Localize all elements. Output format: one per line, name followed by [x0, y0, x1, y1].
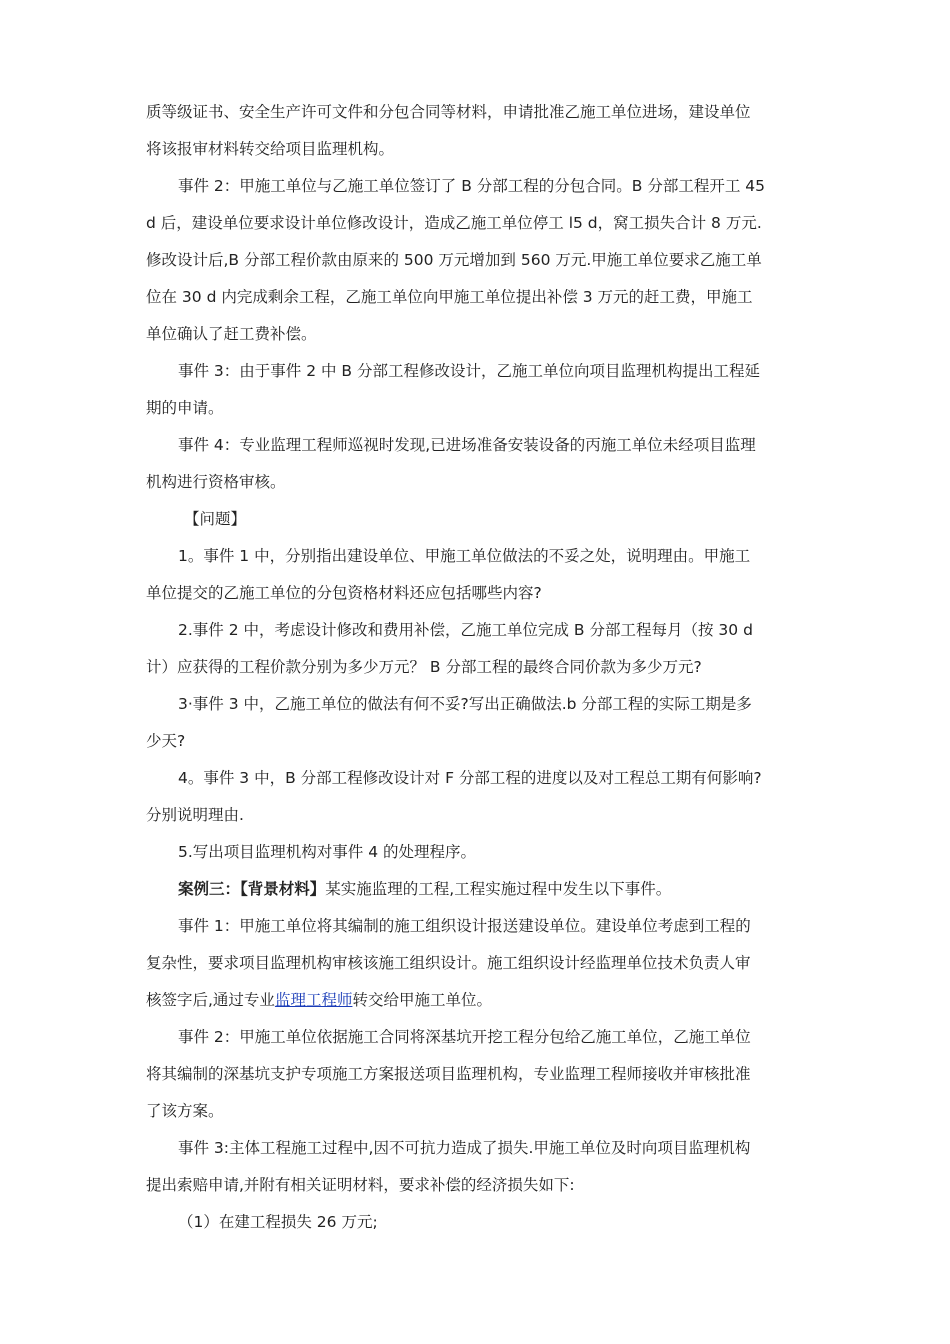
text-line: 位在 30 d 内完成剩余工程，乙施工单位向甲施工单位提出补偿 3 万元的赶工费，甲施工 — [146, 288, 753, 306]
question-2: 2.事件 2 中，考虑设计修改和费用补偿，乙施工单位完成 B 分部工程每月（按 30 d — [178, 621, 753, 639]
question-5: 5.写出项目监理机构对事件 4 的处理程序。 — [178, 843, 477, 861]
paragraph-event-3-case3: 事件 3:主体工程施工过程中,因不可抗力造成了损失.甲施工单位及时向项目监理机构 — [178, 1139, 751, 1157]
text-line: 计）应获得的工程价款分别为多少万元？ B 分部工程的最终合同价款为多少万元? — [146, 658, 702, 676]
questions-heading: 【问题】 — [184, 510, 247, 528]
paragraph-event-2: 事件 2：甲施工单位与乙施工单位签订了 B 分部工程的分包合同。B 分部工程开工 45 — [178, 177, 765, 195]
text-fragment: 转交给甲施工单位。 — [352, 991, 492, 1009]
text-line: 分别说明理由. — [146, 806, 244, 824]
case-3-intro — [178, 878, 671, 900]
paragraph-event-1: 事件 1：甲施工单位将其编制的施工组织设计报送建设单位。建设单位考虑到工程的 — [178, 917, 751, 935]
text-line: 将该报审材料转交给项目监理机构。 — [146, 140, 395, 158]
text-line: 将其编制的深基坑支护专项施工方案报送项目监理机构，专业监理工程师接收并审核批准 — [146, 1065, 751, 1083]
text-line: 机构进行资格审核。 — [146, 473, 286, 491]
loss-item-1: （1）在建工程损失 26 万元; — [178, 1213, 378, 1231]
paragraph-event-4: 事件 4：专业监理工程师巡视时发现,已进场准备安装设备的丙施工单位未经项目监理 — [178, 436, 756, 454]
case-3-label: 案例三：【背景材料】 — [178, 880, 326, 898]
text-line: d 后，建设单位要求设计单位修改设计，造成乙施工单位停工 l5 d，窝工损失合计 8 万元. — [146, 214, 762, 232]
text-line: 复杂性，要求项目监理机构审核该施工组织设计。施工组织设计经监理单位技术负责人审 — [146, 954, 751, 972]
supervising-engineer-link[interactable]: 监理工程师 — [274, 991, 353, 1009]
text-line: 期的申请。 — [146, 399, 224, 417]
text-line: 质等级证书、安全生产许可文件和分包合同等材料，申请批准乙施工单位进场，建设单位 — [146, 103, 751, 121]
paragraph-event-2-case3: 事件 2：甲施工单位依据施工合同将深基坑开挖工程分包给乙施工单位，乙施工单位 — [178, 1028, 751, 1046]
text-line: 少天? — [146, 732, 186, 750]
question-4: 4。事件 3 中，B 分部工程修改设计对 F 分部工程的进度以及对工程总工期有何影响? — [178, 769, 762, 787]
case-3-text: 某实施监理的工程,工程实施过程中发生以下事件。 — [325, 880, 672, 898]
text-line: 修改设计后,B 分部工程价款由原来的 500 万元增加到 560 万元.甲施工单位要求乙施工单 — [146, 251, 762, 269]
text-line: 单位确认了赶工费补偿。 — [146, 325, 317, 343]
question-1: 1。事件 1 中，分别指出建设单位、甲施工单位做法的不妥之处，说明理由。甲施工 — [178, 547, 751, 565]
text-line: 了该方案。 — [146, 1102, 224, 1120]
text-line: 单位提交的乙施工单位的分包资格材料还应包括哪些内容? — [146, 584, 542, 602]
paragraph-event-3: 事件 3：由于事件 2 中 B 分部工程修改设计，乙施工单位向项目监理机构提出工程延 — [178, 362, 760, 380]
question-3: 3·事件 3 中，乙施工单位的做法有何不妥?写出正确做法.b 分部工程的实际工期是多 — [178, 695, 752, 713]
text-line-with-link — [146, 989, 492, 1011]
text-fragment: 核签字后,通过专业 — [146, 991, 275, 1009]
text-line: 提出索赔申请,并附有相关证明材料，要求补偿的经济损失如下: — [146, 1176, 575, 1194]
